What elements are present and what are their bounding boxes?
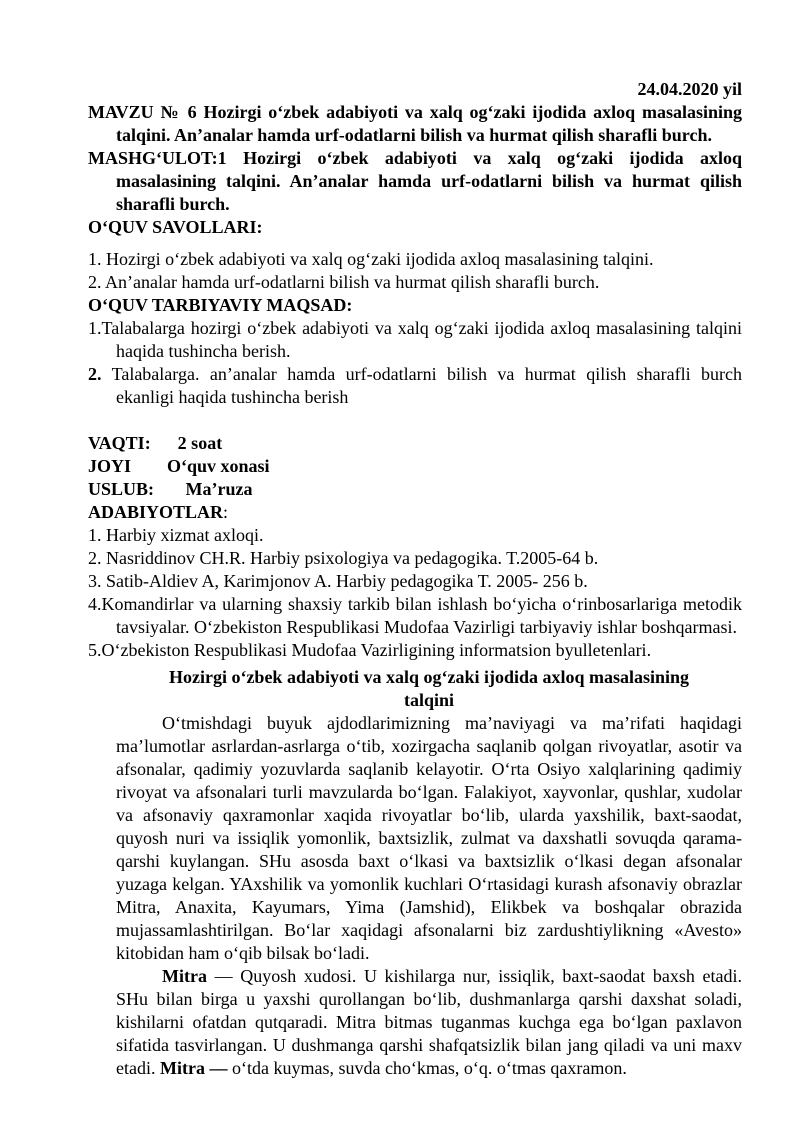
topic-text: Hozirgi oʻzbek adabiyoti va xalq ogʻzaki ijodida axloq masalasining talqini. An’analar hamda urf-odatlarni bilish va hurmat qilish sharafli burch. bbox=[116, 102, 742, 145]
section-title-line: talqini bbox=[403, 690, 455, 710]
educational-goal-item: 1.Talabalarga hozirgi oʻzbek adabiyoti va xalq ogʻzaki ijodida axloq masalasining talqini haqida tushincha berish. bbox=[88, 318, 742, 361]
body-paragraph: Oʻtmishdagi buyuk ajdodlarimizning ma’naviyagi va ma’rifati haqidagi ma’lumotlar asrlardan-asrlarga oʻtib, xozirgacha saqlanib qolgan rivoyatlar, asotir va afsonalar, qadimiy yozuvlarda saqlanib kelayotir. Oʻrta Osiyo xalqlarining qadimiy rivoyat va afsonalari turli mavzularda boʻlgan. Falakiyot, xayvonlar, qushlar, xudolar va afsonaviy qaxramonlar xaqida rivoyatlar boʻlib, ularda yaxshilik, baxt-saodat, quyosh nuri va issiqlik yomonlik, baxtsizlik, zulmat va daxshatli sovuqda qarama-qarshi kuylangan. SHu asosda baxt oʻlkasi va baxtsizlik oʻlkasi degan afsonalar yuzaga kelgan. YAxshilik va yomonlik kuchlari Oʻrtasidagi kurash afsonaviy obrazlar Mitra, Anaxita, Kayumars, Yima (Jamshid), Elikbek va boshqalar obrazida mujassamlashtirilgan. Boʻlar xaqidagi afsonalarni biz zardushtiylikning «Avesto» kitobidan ham oʻqib bilsak boʻladi. bbox=[116, 713, 742, 963]
spacer bbox=[88, 239, 742, 248]
location-row: JOYI Oʻquv xonasi bbox=[88, 456, 270, 476]
document-page bbox=[88, 78, 742, 1080]
body-text: — Quyosh xudosi. U kishilarga nur, issiqlik, baxt-saodat baxsh etadi. SHu bilan birga u yaxshi qurollangan boʻlib, dushmanlarga qarshi daxshat soladi, kishilarni ofatdan qutqaradi. Mitra bitmas tuganmas kuchga ega boʻlgan paxlavon sifatida tasvirlangan. U dushmanga qarshi shafqatsizlik bilan jang qiladi va uni maxv etadi. bbox=[116, 966, 742, 1078]
body-text: oʻtda kuymas, suvda choʻkmas, oʻq. oʻtmas qaxramon. bbox=[227, 1058, 627, 1078]
study-questions-heading: OʻQUV SAVOLLARI: bbox=[88, 217, 263, 237]
study-question-item: 1. Hozirgi oʻzbek adabiyoti va xalq ogʻzaki ijodida axloq masalasining talqini. bbox=[88, 249, 654, 269]
references-heading-text: ADABIYOTLAR bbox=[88, 502, 224, 522]
reference-item: 4.Komandirlar va ularning shaxsiy tarkib bilan ishlash boʻyicha oʻrinbosarlariga metodik tavsiyalar. Oʻzbekiston Respublikasi Mudofaa Vazirligi tarbiyaviy ishlar boshqarmasi. bbox=[88, 594, 742, 637]
educational-goal-item bbox=[88, 363, 742, 409]
body-paragraph bbox=[88, 965, 742, 1080]
references-colon: : bbox=[223, 502, 229, 522]
spacer bbox=[88, 409, 742, 432]
goal-text: Talabalarga. an’analar hamda urf-odatlarni bilish va hurmat qilish sharafli burch ekanligi haqida tushincha berish bbox=[101, 364, 742, 407]
section-title bbox=[88, 666, 742, 712]
term-mitra: Mitra — bbox=[159, 1058, 228, 1078]
lesson-paragraph bbox=[88, 147, 742, 216]
lesson-label: MASHGʻULOT:1 bbox=[88, 148, 227, 168]
reference-item: 3. Satib-Aldiev A, Karimjonov A. Harbiy pedagogika T. 2005- 256 b. bbox=[88, 571, 588, 591]
duration-row: VAQTI: 2 soat bbox=[88, 433, 223, 453]
term-mitra: Mitra bbox=[162, 966, 207, 986]
topic-label: MAVZU № 6 bbox=[88, 102, 197, 122]
study-question-item: 2. An’analar hamda urf-odatlarni bilish va hurmat qilish sharafli burch. bbox=[88, 272, 600, 292]
reference-item: 1. Harbiy xizmat axloqi. bbox=[88, 525, 264, 545]
reference-item: 5.Oʻzbekiston Respublikasi Mudofaa Vazirligining informatsion byulletenlari. bbox=[88, 640, 652, 660]
topic-paragraph bbox=[88, 101, 742, 147]
reference-item: 2. Nasriddinov CH.R. Harbiy psixologiya va pedagogika. T.2005-64 b. bbox=[88, 548, 599, 568]
lesson-text: Hozirgi oʻzbek adabiyoti va xalq ogʻzaki ijodida axloq masalasining talqini. An’analar hamda urf-odatlarni bilish va hurmat qilish sharafli burch. bbox=[116, 148, 742, 214]
document-date: 24.04.2020 yil bbox=[637, 79, 742, 99]
references-heading bbox=[88, 501, 742, 524]
section-title-line: Hozirgi oʻzbek adabiyoti va xalq ogʻzaki ijodida axloq masalasining bbox=[168, 667, 690, 687]
method-row: USLUB: Ma’ruza bbox=[88, 479, 253, 499]
educational-goal-heading: OʻQUV TARBIYAVIY MAQSAD: bbox=[88, 295, 353, 315]
goal-number: 2. bbox=[88, 364, 102, 384]
